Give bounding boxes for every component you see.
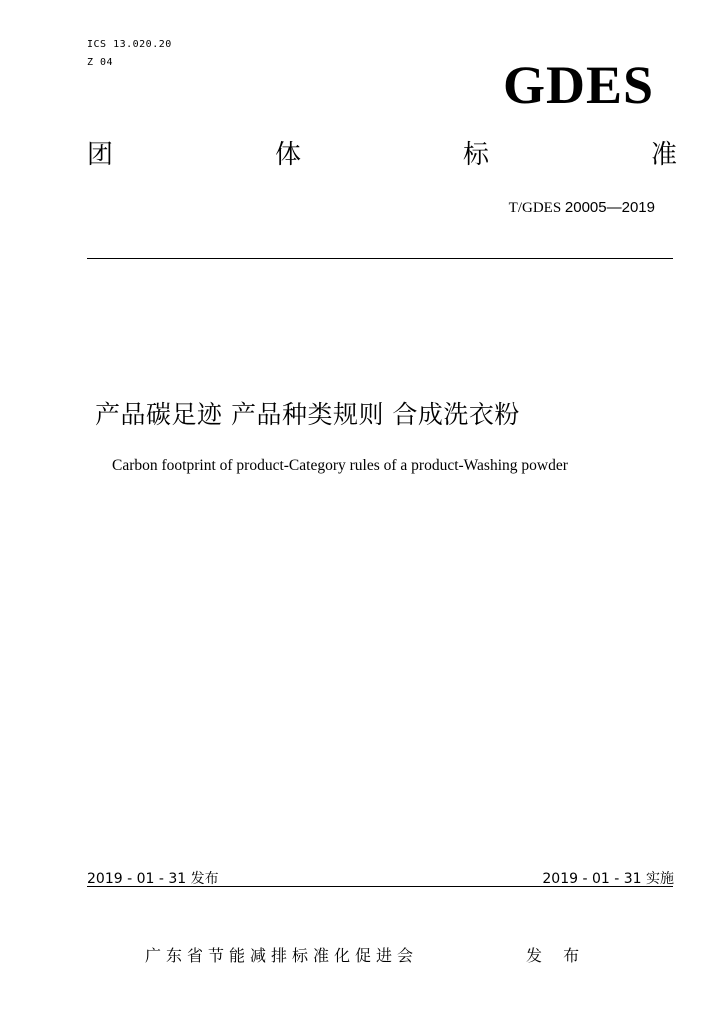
title-english: Carbon footprint of product-Category rules of a product-Washing powder [112, 457, 568, 474]
title-chinese: 产品碳足迹 产品种类规则 合成洗衣粉 [95, 400, 520, 429]
standard-type-char: 体 [274, 140, 301, 170]
implementation-date: 2019 - 01 - 31 实施 [542, 871, 674, 887]
publisher-name: 广东省节能减排标准化促进会 [145, 946, 419, 965]
standard-type-char: 标 [462, 140, 489, 170]
bottom-divider [87, 886, 673, 887]
standard-type-char: 团 [87, 140, 114, 170]
issue-date: 2019 - 01 - 31 发布 [87, 871, 219, 887]
standard-number [509, 199, 655, 217]
ics-code: ICS 13.020.20 [87, 39, 172, 50]
standard-number-value: 20005—2019 [564, 199, 655, 216]
top-divider [87, 258, 673, 259]
standard-number-prefix: T/GDES [508, 200, 562, 216]
standard-type [87, 142, 677, 168]
gdes-logo: GDES [502, 55, 654, 115]
publish-label: 发 布 [526, 946, 588, 965]
classification-code: Z 04 [87, 57, 114, 68]
standard-type-char: 准 [650, 140, 677, 170]
